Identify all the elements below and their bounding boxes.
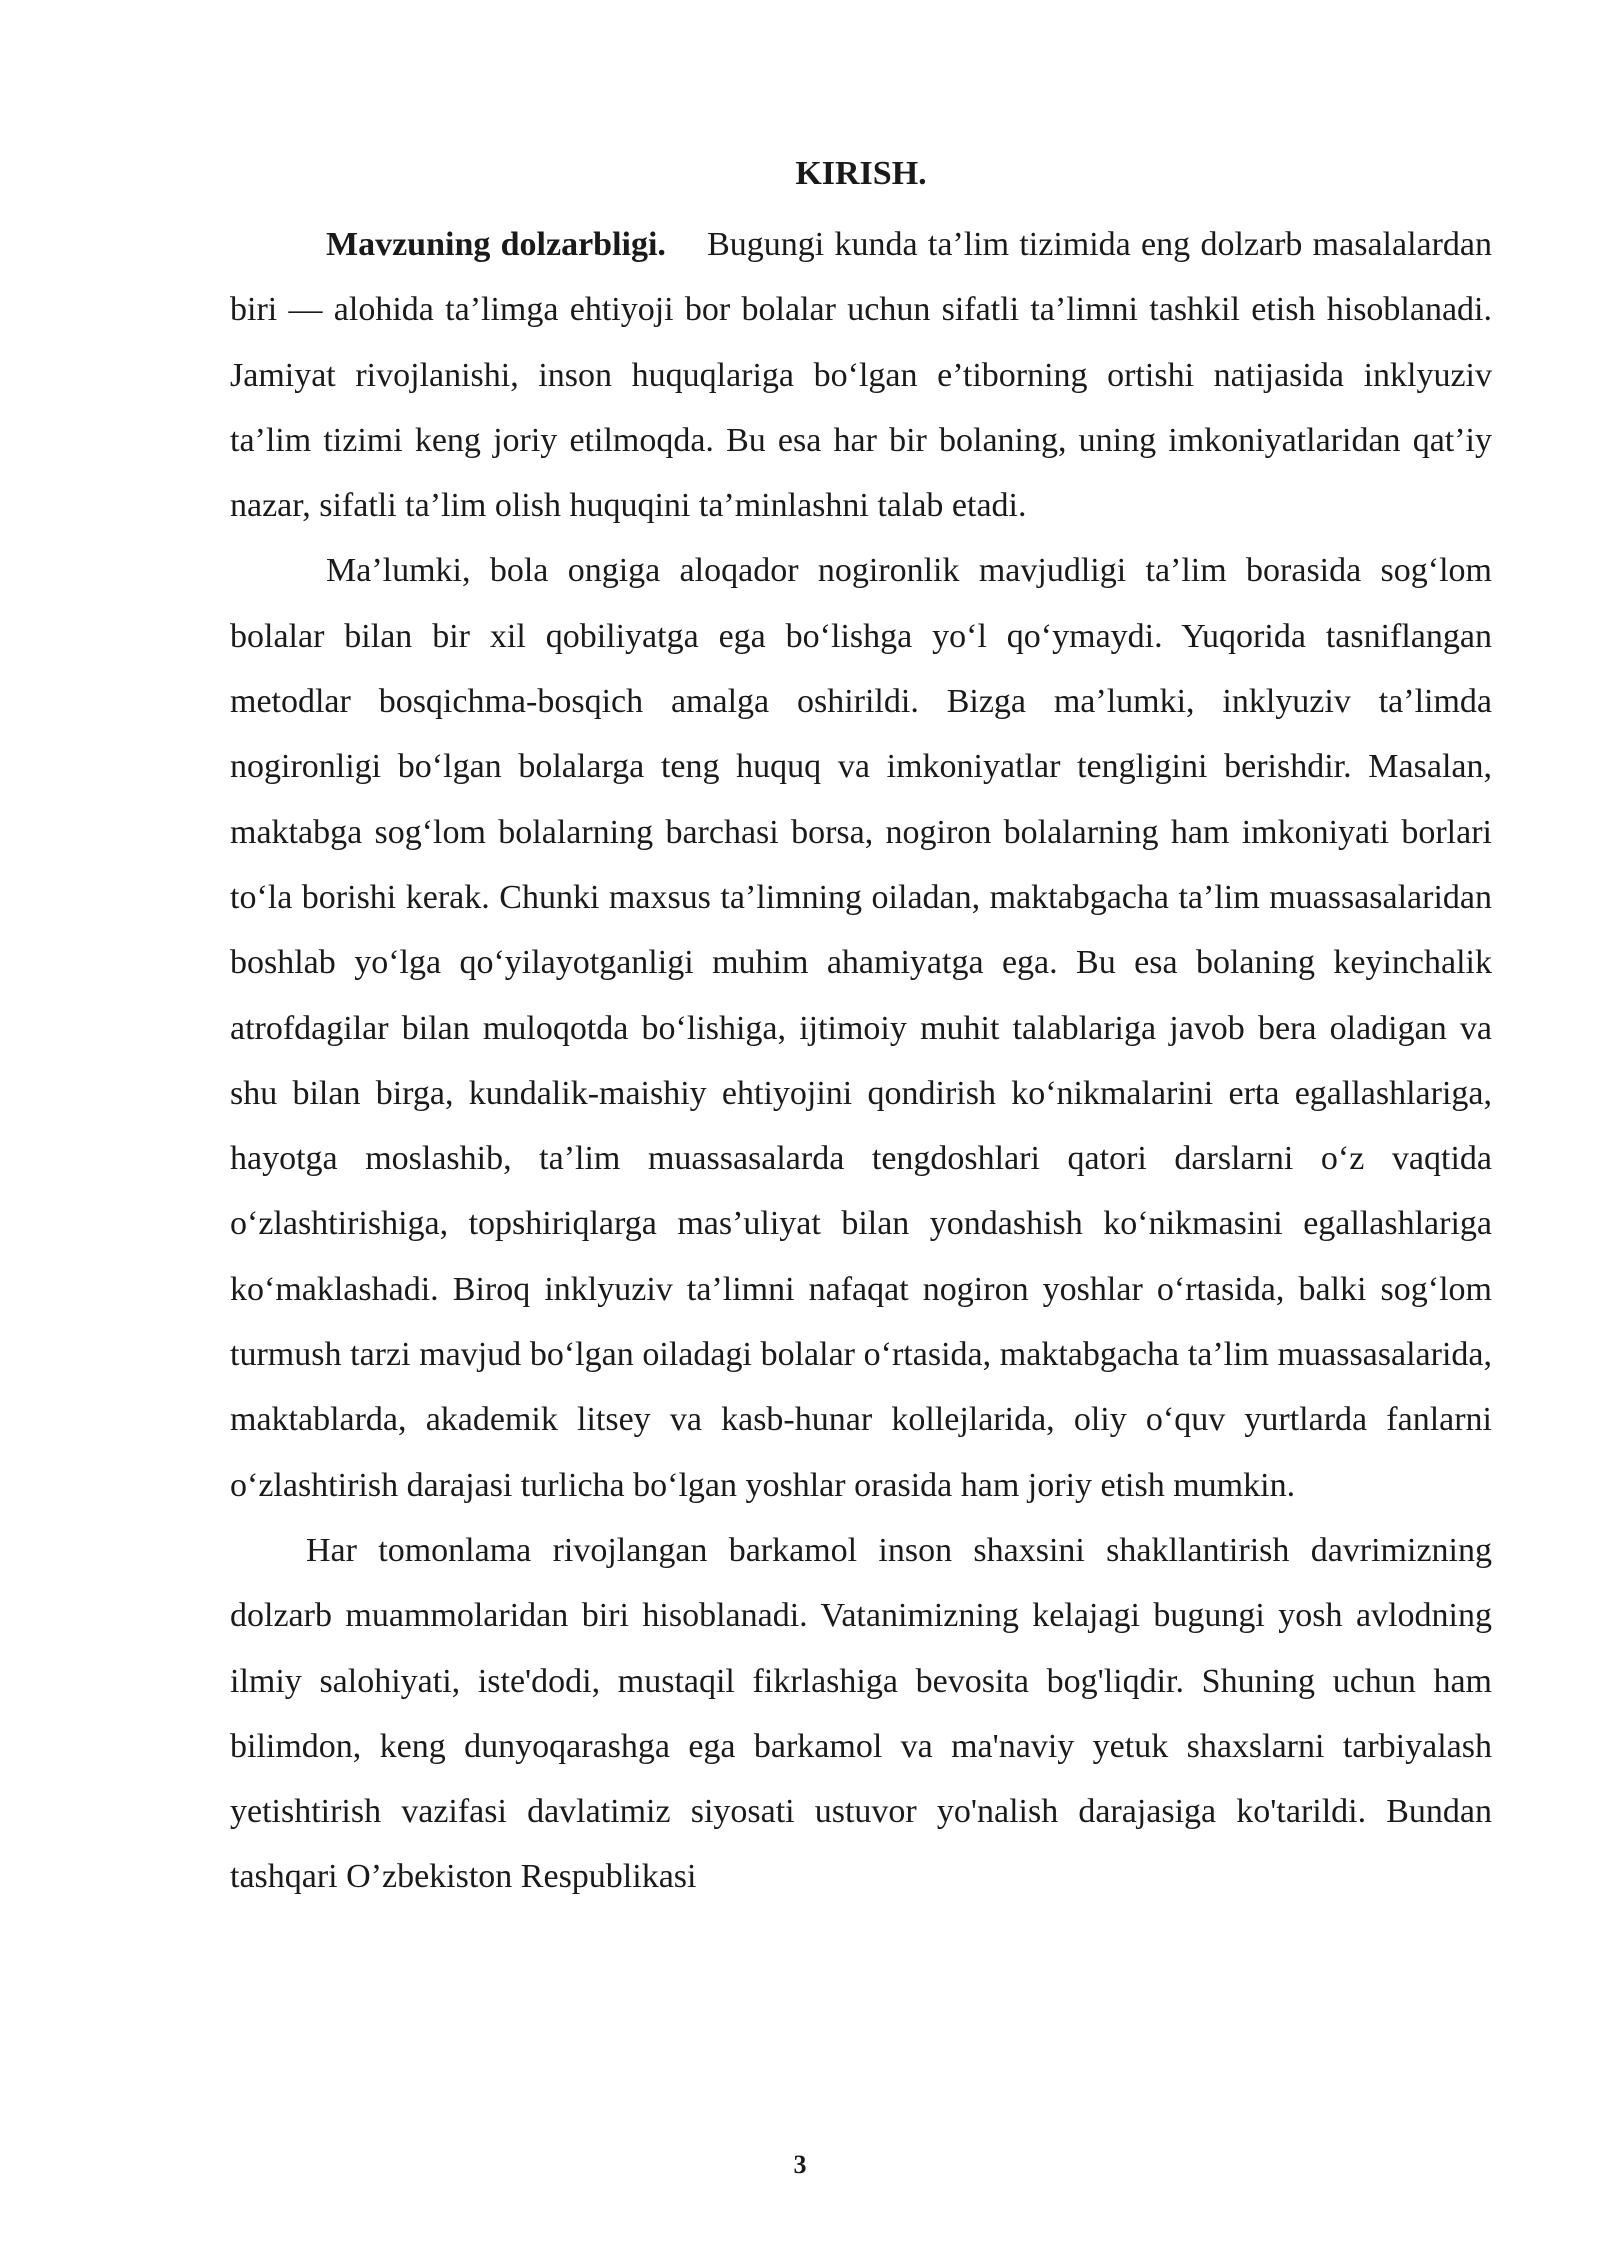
paragraph-lead-heading: Mavzuning dolzarbligi. xyxy=(326,226,666,263)
paragraph-relevance xyxy=(230,212,1492,538)
paragraph-inclusive-education: Ma’lumki, bola ongiga aloqador nogironlik mavjudligi ta’lim borasida sog‘lom bolalar bilan bir xil qobiliyatga ega bo‘lishga yo‘l qo‘ymaydi. Yuqorida tasniflangan metodlar bosqichma-bosqich amalga oshirildi. Bizga ma’lumki, inklyuziv ta’limda nogironligi bo‘lgan bolalarga teng huquq va imkoniyatlar tengligini berishdir. Masalan, maktabga sog‘lom bolalarning barchasi borsa, nogiron bolalarning ham imkoniyati borlari to‘la borishi kerak. Chunki maxsus ta’limning oiladan, maktabgacha ta’lim muassasalaridan boshlab yo‘lga qo‘yilayotganligi muhim ahamiyatga ega. Bu esa bolaning keyinchalik atrofdagilar bilan muloqotda bo‘lishiga, ijtimoiy muhit talablariga javob bera oladigan va shu bilan birga, kundalik-maishiy ehtiyojini qondirish ko‘nikmalarini erta egallashlariga, hayotga moslashib, ta’lim muassasalarda tengdoshlari qatori darslarni o‘z vaqtida o‘zlashtirishiga, topshiriqlarga mas’uliyat bilan yondashish ko‘nikmasini egallashlariga ko‘maklashadi. Biroq inklyuziv ta’limni nafaqat nogiron yoshlar o‘rtasida, balki sog‘lom turmush tarzi mavjud bo‘lgan oiladagi bolalar o‘rtasida, maktabgacha ta’lim muassasalarida, maktablarda, akademik litsey va kasb-hunar kollejlarida, oliy o‘quv yurtlarda fanlarni o‘zlashtirish darajasi turlicha bo‘lgan yoshlar orasida ham joriy etish mumkin. xyxy=(230,552,1492,1504)
section-title: KIRISH. xyxy=(795,155,927,192)
paragraph-harmonious-development: Har tomonlama rivojlangan barkamol inson shaxsini shakllantirish davrimizning dolzarb muammolaridan biri hisoblanadi. Vatanimizning kelajagi bugungi yosh avlodning ilmiy salohiyati, iste'dodi, mustaqil fikrlashiga bevosita bog'liqdir. Shuning uchun ham bilimdon, keng dunyoqarashga ega barkamol va ma'naviy yetuk shaxslarni tarbiyalash yetishtirish vazifasi davlatimiz siyosati ustuvor yo'nalish darajasiga ko'tarildi. Bundan tashqari O’zbekiston Respublikasi xyxy=(230,1531,1492,1896)
page-body xyxy=(230,148,1492,1910)
page-number: 3 xyxy=(793,2150,807,2179)
paragraph-text: Bugungi kunda ta’lim tizimida eng dolzarb masalalardan biri — alohida ta’limga ehtiyoji bor bolalar uchun sifatli ta’limni tashkil etish hisoblanadi. Jamiyat rivojlanishi, inson huquqlariga bo‘lgan e’tiborning ortishi natijasida inklyuziv ta’lim tizimi keng joriy etilmoqda. Bu esa har bir bolaning, uning imkoniyatlaridan qat’iy nazar, sifatli ta’lim olish huquqini ta’minlashni talab etadi. xyxy=(230,226,1493,525)
